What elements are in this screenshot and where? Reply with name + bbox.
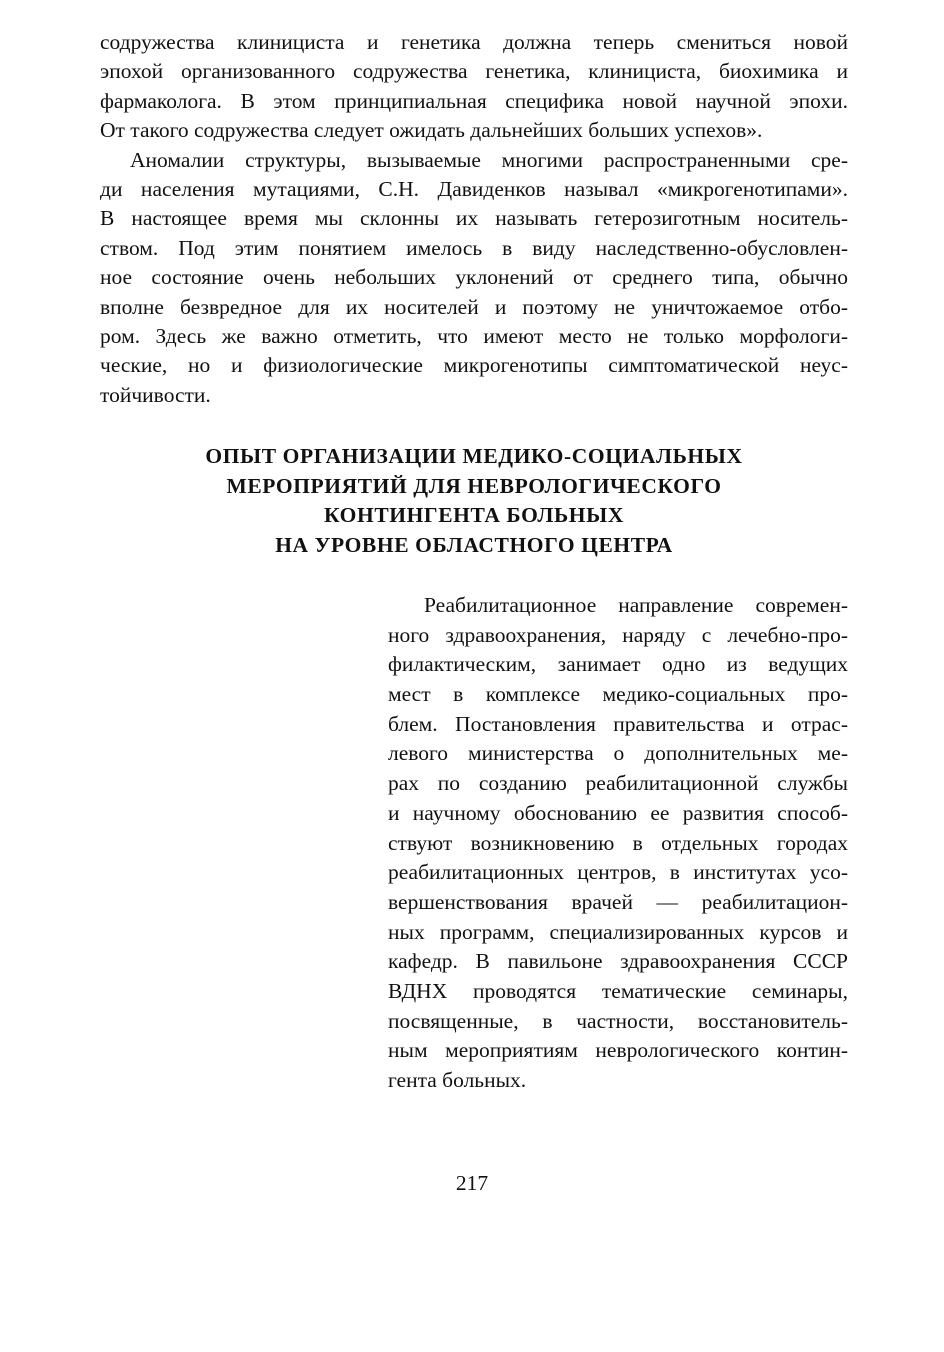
text-line: посвященные, в частности, восстановитель- [388, 1008, 848, 1033]
text-line: тойчивости. [100, 382, 211, 407]
section-heading [100, 442, 848, 560]
heading-line: МЕРОПРИЯТИЙ ДЛЯ НЕВРОЛОГИЧЕСКОГО [226, 473, 722, 498]
text-line: Реабилитационное направление современ- [424, 593, 848, 617]
text-line: ческие, но и физиологические микрогенотипы симптоматической неус- [100, 353, 848, 378]
text-line: ди населения мутациями, С.Н. Давиденков называл «микрогенотипами». [100, 176, 848, 201]
page-number: 217 [455, 1171, 489, 1195]
heading-line: КОНТИНГЕНТА БОЛЬНЫХ [324, 503, 624, 527]
text-line: филактическим, занимает одно из ведущих [388, 652, 848, 677]
text-line: рах по созданию реабилитационной службы [388, 771, 848, 796]
text-line: ВДНХ проводятся тематические семинары, [388, 978, 848, 1003]
text-line: содружества клинициста и генетика должна теперь смениться новой [100, 30, 848, 54]
text-line: вершенствования врачей — реабилитацион- [388, 889, 848, 914]
text-line: В настоящее время мы склонны их называть гетерозиготным носитель- [100, 206, 848, 231]
text-line: ствуют возникновению в отдельных городах [388, 830, 848, 855]
text-line: фармаколога. В этом принципиальная специфика новой научной эпохи. [100, 88, 848, 113]
text-line: реабилитационных центров, в институтах усо- [388, 860, 848, 885]
text-line: блем. Постановления правительства и отрас- [388, 711, 848, 736]
text-line: вполне безвредное для их носителей и поэтому не уничтожаемое отбо- [100, 294, 848, 319]
text-line: кафедр. В павильоне здравоохранения СССР [388, 949, 848, 974]
text-line: эпохой организованного содружества генетика, клинициста, биохимика и [100, 59, 848, 84]
top-text-block [100, 28, 848, 410]
heading-line: НА УРОВНЕ ОБЛАСТНОГО ЦЕНТРА [275, 532, 673, 557]
heading-line: ОПЫТ ОРГАНИЗАЦИИ МЕДИКО-СОЦИАЛЬНЫХ [205, 444, 743, 468]
text-line: мест в комплексе медико-социальных про- [388, 682, 848, 707]
text-line: От такого содружества следует ожидать дальнейших больших успехов». [100, 118, 763, 143]
text-line: Аномалии структуры, вызываемые многими распространенными сре- [130, 147, 848, 172]
text-line: ным мероприятиям неврологического контин- [388, 1038, 848, 1063]
intro-paragraph [100, 28, 848, 146]
second-paragraph [100, 146, 848, 411]
text-line: левого министерства о дополнительных ме- [388, 741, 848, 766]
text-line: ное состояние очень небольших уклонений от среднего типа, обычно [100, 265, 848, 290]
text-line: ством. Под этим понятием имелось в виду наследственно-обусловлен- [100, 235, 848, 260]
text-line: гента больных. [388, 1068, 527, 1092]
text-line: ных программ, специализированных курсов и [388, 919, 848, 944]
text-line: ром. Здесь же важно отметить, что имеют место не только морфологи- [100, 323, 848, 348]
text-line: ного здравоохранения, наряду с лечебно-про- [388, 622, 848, 647]
section-paragraph [388, 591, 848, 1096]
text-line: и научному обоснованию ее развития способ- [388, 800, 848, 825]
